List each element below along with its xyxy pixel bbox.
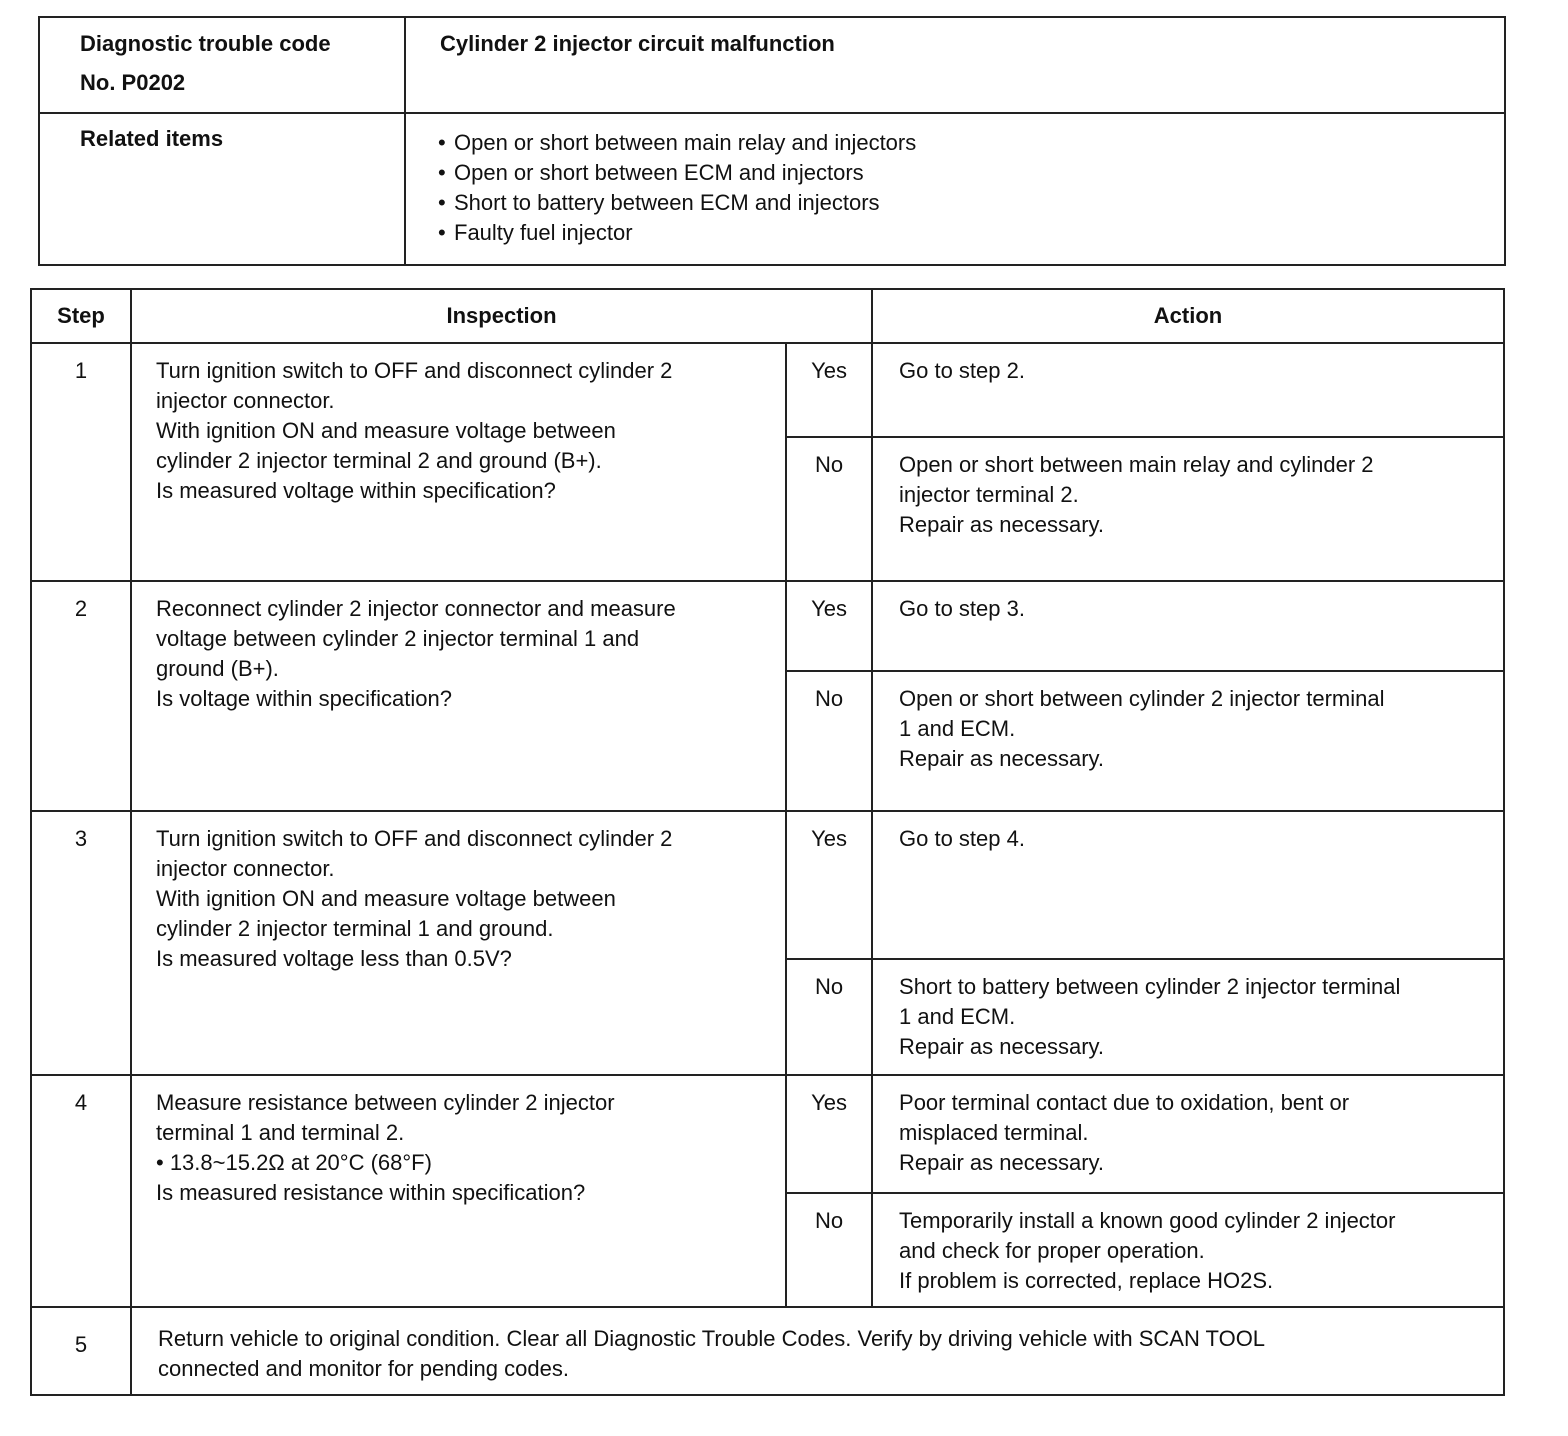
step-number: 2 — [31, 581, 131, 811]
related-items-label: Related items — [80, 126, 224, 151]
step-inspection: Measure resistance between cylinder 2 injector terminal 1 and terminal 2. • 13.8~15.2Ω at 20°C (68°F) Is measured resistance within specification? — [131, 1075, 786, 1307]
step-number: 3 — [31, 811, 131, 1075]
procedure-header-row — [31, 289, 1504, 343]
dtc-label-cell — [39, 17, 405, 113]
no-label: No — [786, 671, 872, 811]
yes-label: Yes — [786, 343, 872, 437]
related-items-cell — [405, 113, 1505, 265]
dtc-header-table — [38, 16, 1506, 266]
step-inspection: Turn ignition switch to OFF and disconnect cylinder 2 injector connector. With ignition ON and measure voltage between cylinder 2 injector terminal 2 and ground (B+). Is measured voltage within specification? — [131, 343, 786, 581]
no-action: Open or short between main relay and cylinder 2 injector terminal 2. Repair as necessary. — [872, 437, 1504, 581]
dtc-title-cell — [405, 17, 1505, 113]
procedure-table — [30, 288, 1505, 1396]
no-action: Short to battery between cylinder 2 injector terminal 1 and ECM. Repair as necessary. — [872, 959, 1504, 1075]
yes-label: Yes — [786, 581, 872, 671]
related-items-list — [438, 128, 1484, 248]
dtc-title: Cylinder 2 injector circuit malfunction — [440, 31, 835, 56]
related-item: • Faulty fuel injector — [438, 218, 1484, 248]
step-number: 5 — [31, 1307, 131, 1395]
yes-action: Go to step 4. — [872, 811, 1504, 959]
no-label: No — [786, 1193, 872, 1307]
related-items-row — [39, 113, 1505, 265]
step-5-row — [31, 1307, 1504, 1395]
related-item: • Open or short between ECM and injectors — [438, 158, 1484, 188]
dtc-row — [39, 17, 1505, 113]
column-header-inspection: Inspection — [131, 289, 872, 343]
yes-action: Go to step 3. — [872, 581, 1504, 671]
no-action: Temporarily install a known good cylinder 2 injector and check for proper operation. If problem is corrected, replace HO2S. — [872, 1193, 1504, 1307]
yes-label: Yes — [786, 1075, 872, 1193]
yes-action: Go to step 2. — [872, 343, 1504, 437]
bullet-icon: • — [438, 160, 446, 185]
step-number: 4 — [31, 1075, 131, 1307]
no-action: Open or short between cylinder 2 injector terminal 1 and ECM. Repair as necessary. — [872, 671, 1504, 811]
no-label: No — [786, 437, 872, 581]
step-inspection: Turn ignition switch to OFF and disconnect cylinder 2 injector connector. With ignition ON and measure voltage between cylinder 2 injector terminal 1 and ground. Is measured voltage less than 0.5V? — [131, 811, 786, 1075]
step-1-yes-row — [31, 343, 1504, 437]
column-header-step: Step — [31, 289, 131, 343]
no-label: No — [786, 959, 872, 1075]
dtc-code: No. P0202 — [80, 70, 186, 95]
bullet-icon: • — [438, 220, 446, 245]
step-3-yes-row — [31, 811, 1504, 959]
yes-label: Yes — [786, 811, 872, 959]
step-number: 1 — [31, 343, 131, 581]
yes-action: Poor terminal contact due to oxidation, bent or misplaced terminal. Repair as necessary. — [872, 1075, 1504, 1193]
related-items-label-cell — [39, 113, 405, 265]
related-item: • Open or short between main relay and injectors — [438, 128, 1484, 158]
final-step-text: Return vehicle to original condition. Clear all Diagnostic Trouble Codes. Verify by driving vehicle with SCAN TOOL connected and monitor for pending codes. — [131, 1307, 1504, 1395]
step-2-yes-row — [31, 581, 1504, 671]
related-item: • Short to battery between ECM and injectors — [438, 188, 1484, 218]
bullet-icon: • — [438, 130, 446, 155]
step-inspection: Reconnect cylinder 2 injector connector and measure voltage between cylinder 2 injector terminal 1 and ground (B+). Is voltage within specification? — [131, 581, 786, 811]
step-4-yes-row — [31, 1075, 1504, 1193]
column-header-action: Action — [872, 289, 1504, 343]
bullet-icon: • — [438, 190, 446, 215]
dtc-label: Diagnostic trouble code — [80, 31, 331, 56]
